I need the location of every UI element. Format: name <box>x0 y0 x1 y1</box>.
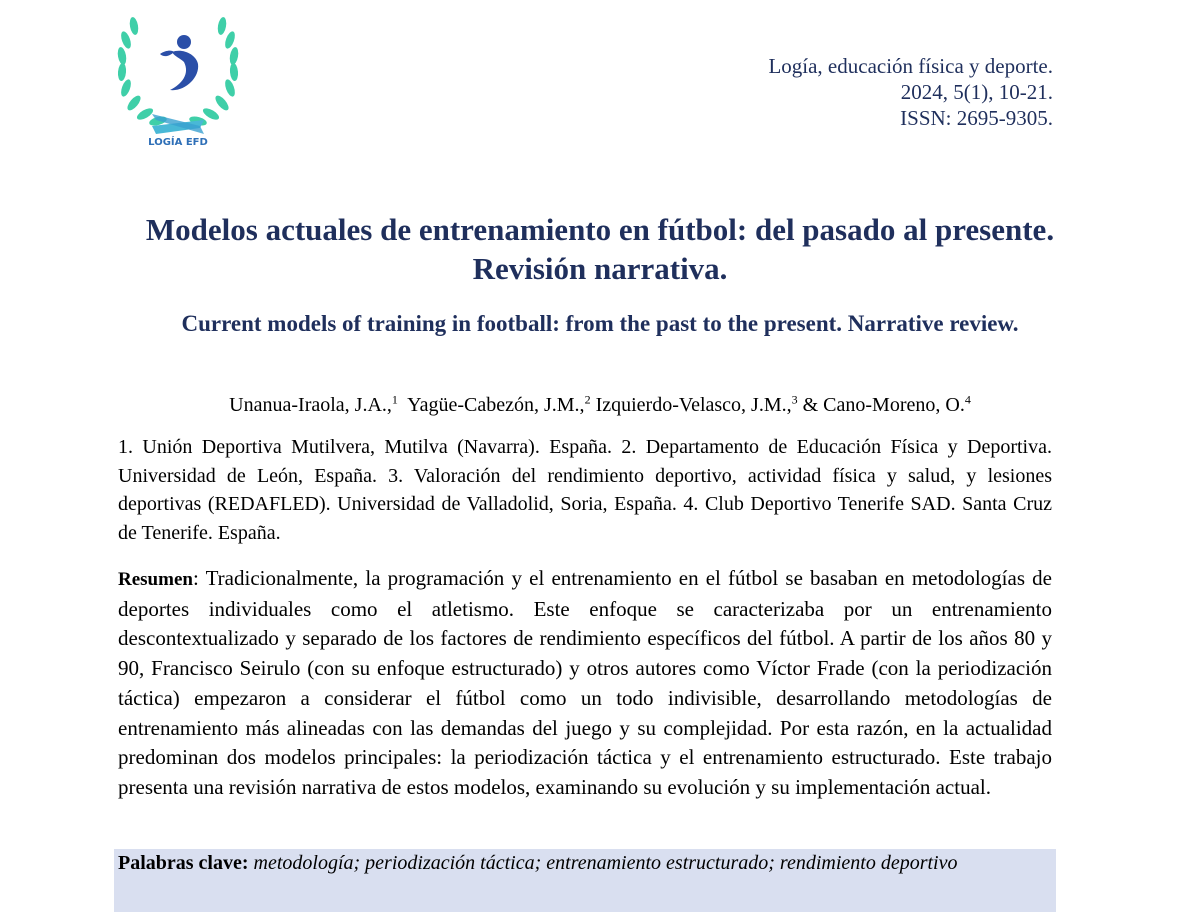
author: Izquierdo-Velasco, J.M.,$^3$ <box>595 392 798 416</box>
author-list <box>0 386 1200 418</box>
abstract-text: : Tradicionalmente, la programación y el entrenamiento en el fútbol se basaban en metodologías de deportes individuales como el atletismo. Este enfoque se caracterizaba por un entrenamiento descontextualizado y separado de los factores de rendimiento específicos del fútbol. A partir de los años 80 y 90, Francisco Seirulo (con su enfoque estructurado) y otros autores como Víctor Frade (con la periodización táctica) empezaron a considerar el fútbol como un todo indivisible, desarrollando metodologías de entrenamiento más alineadas con las demandas del juego y su complejidad. Por esta razón, en la actualidad predominan dos modelos principales: la periodización táctica y el entrenamiento estructurado. Este trabajo presenta una revisión narrativa de estos modelos, examinando su evolución y su implementación actual. <box>118 566 1052 799</box>
journal-name: Logía, educación física y deporte. <box>768 54 1053 78</box>
logo-text: LOGÍA EFD <box>148 137 208 148</box>
abstract <box>118 564 1052 803</box>
journal-logo <box>112 8 244 153</box>
journal-header <box>768 53 1053 131</box>
paper-title: Modelos actuales de entrenamiento en fútbol: del pasado al presente. Revisión narrativa. <box>145 212 1055 286</box>
author: Yagüe-Cabezón, J.M.,$^2$ <box>407 392 591 416</box>
journal-volume: 2024, 5(1), 10-21. <box>900 80 1053 104</box>
laurel-logo-icon <box>112 8 244 153</box>
paper-subtitle: Current models of training in football: from the past to the present. Narrative review. <box>181 311 1019 336</box>
journal-issn: ISSN: 2695-9305. <box>900 106 1053 130</box>
affiliations: 1. Unión Deportiva Mutilvera, Mutilva (Navarra). España. 2. Departamento de Educación Física y Deportiva. Universidad de León, España. 3. Valoración del rendimiento deportivo, actividad física y salud, y lesiones deportivas (REDAFLED). Universidad de Valladolid, Soria, España. 4. Club Deportivo Tenerife SAD. Santa Cruz de Tenerife. España. <box>118 436 1052 544</box>
keywords-label: Palabras clave: <box>118 852 249 874</box>
keywords-box <box>114 849 1056 912</box>
abstract-label: Resumen <box>118 569 193 590</box>
author: Unanua-Iraola, J.A.,$^1$ <box>229 392 398 416</box>
author: & Cano-Moreno, O.$^4$ <box>802 392 971 416</box>
keywords-text: metodología; periodización táctica; entrenamiento estructurado; rendimiento deportivo <box>253 852 958 874</box>
